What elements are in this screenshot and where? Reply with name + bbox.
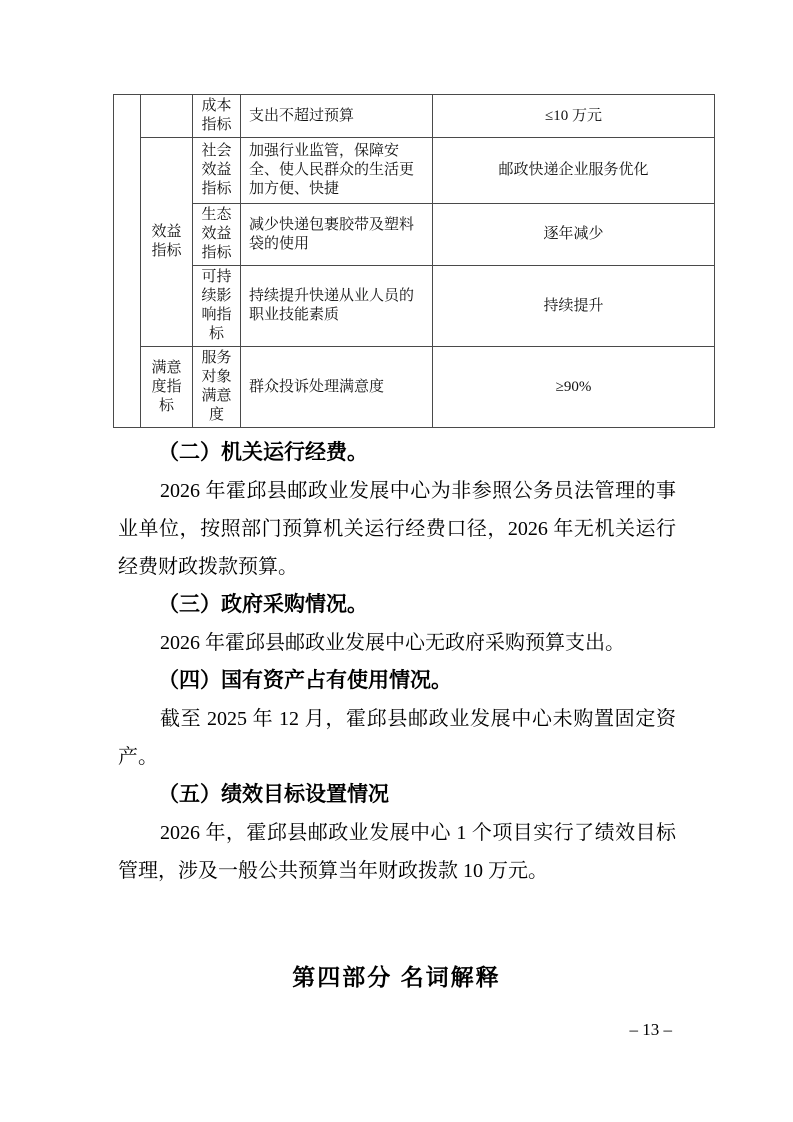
table-cell-group-satisfaction: 满意度指标	[141, 347, 193, 428]
table-row-social-benefit	[114, 138, 715, 204]
table-cell-description: 加强行业监管，保障安全、使人民群众的生活更加方便、快捷	[241, 138, 433, 204]
table-cell-group-benefit: 效益指标	[141, 138, 193, 347]
table-cell-value: ≤10 万元	[433, 95, 715, 138]
section-paragraph: 2026 年，霍邱县邮政业发展中心 1 个项目实行了绩效目标管理，涉及一般公共预算当年财政拨款 10 万元。	[118, 822, 676, 882]
body-content	[118, 434, 676, 890]
section-state-assets	[118, 662, 676, 776]
table-cell-group-empty	[141, 95, 193, 138]
section-heading: （三）政府采购情况。	[158, 593, 368, 616]
section-agency-operating-funds	[118, 434, 676, 586]
table-cell-subindicator: 服务对象满意度	[193, 347, 241, 428]
table-cell-left-spacer	[114, 95, 141, 428]
table-cell-description: 减少快递包裹胶带及塑料袋的使用	[241, 204, 433, 266]
table-cell-subindicator: 成本指标	[193, 95, 241, 138]
table-cell-value: ≥90%	[433, 347, 715, 428]
section-government-procurement	[118, 586, 676, 662]
table-cell-subindicator: 生态效益指标	[193, 204, 241, 266]
section-performance-targets	[118, 776, 676, 890]
part4-heading: 第四部分 名词解释	[292, 964, 501, 990]
section-heading: （五）绩效目标设置情况	[158, 783, 389, 806]
table-row-sustainability	[114, 266, 715, 347]
table-cell-subindicator: 社会效益指标	[193, 138, 241, 204]
table-cell-value: 逐年减少	[433, 204, 715, 266]
table-row-eco-benefit	[114, 204, 715, 266]
section-paragraph: 2026 年霍邱县邮政业发展中心为非参照公务员法管理的事业单位，按照部门预算机关运行经费口径，2026 年无机关运行经费财政拨款预算。	[118, 480, 676, 578]
table-cell-value: 邮政快递企业服务优化	[433, 138, 715, 204]
section-heading: （四）国有资产占有使用情况。	[158, 669, 452, 692]
table-row-cost	[114, 95, 715, 138]
table-cell-description: 持续提升快递从业人员的职业技能素质	[241, 266, 433, 347]
table-cell-subindicator: 可持续影响指标	[193, 266, 241, 347]
section-paragraph: 截至 2025 年 12 月，霍邱县邮政业发展中心未购置固定资产。	[118, 708, 676, 768]
table-cell-description: 支出不超过预算	[241, 95, 433, 138]
table-cell-description: 群众投诉处理满意度	[241, 347, 433, 428]
table-row-satisfaction	[114, 347, 715, 428]
section-heading: （二）机关运行经费。	[158, 441, 368, 464]
section-paragraph: 2026 年霍邱县邮政业发展中心无政府采购预算支出。	[160, 632, 625, 654]
table-cell-value: 持续提升	[433, 266, 715, 347]
page-number: – 13 –	[629, 1020, 672, 1039]
performance-indicators-table	[113, 94, 715, 428]
